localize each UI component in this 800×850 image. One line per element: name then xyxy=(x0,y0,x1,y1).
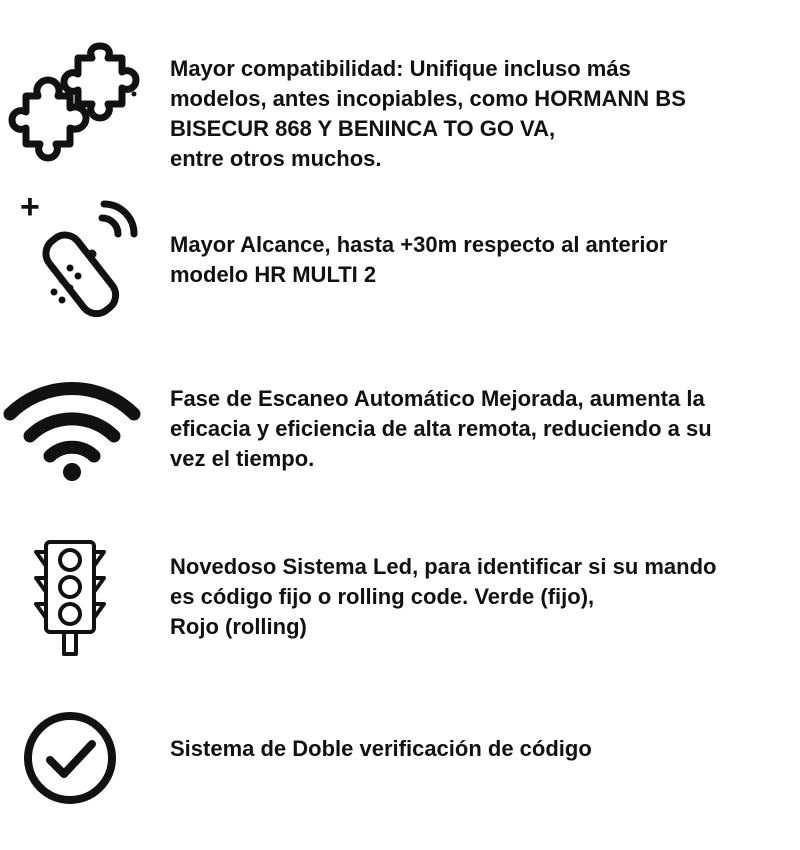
text-line: Mayor compatibilidad: Unifique incluso más xyxy=(170,56,631,81)
feature-verification xyxy=(0,700,800,820)
text-line: Rojo (rolling) xyxy=(170,614,307,639)
text-line: BISECUR 868 Y BENINCA TO GO VA, xyxy=(170,116,556,141)
text-line: modelo HR MULTI 2 xyxy=(170,262,377,287)
text-line: modelos, antes incopiables, como HORMANN BS xyxy=(170,86,686,111)
feature-led xyxy=(0,530,800,680)
traffic-light-icon xyxy=(30,538,110,658)
feature-range xyxy=(0,180,800,350)
check-circle-icon xyxy=(20,708,120,808)
feature-text xyxy=(170,384,712,474)
plus-text: + xyxy=(20,188,40,226)
text-line: eficacia y eficiencia de alta remota, reduciendo a su xyxy=(170,416,712,441)
text-line: entre otros muchos. xyxy=(170,146,382,171)
feature-text xyxy=(170,734,592,764)
feature-text xyxy=(170,552,716,642)
wifi-icon xyxy=(2,374,142,484)
feature-text xyxy=(170,230,667,290)
text-line: Fase de Escaneo Automático Mejorada, aumenta la xyxy=(170,386,705,411)
remote-control-plus-icon xyxy=(14,200,144,320)
feature-text xyxy=(170,54,686,174)
text-line: Mayor Alcance, hasta +30m respecto al anterior xyxy=(170,232,668,257)
text-line: Sistema de Doble verificación de código xyxy=(170,736,592,761)
text-line: es código fijo o rolling code. Verde (fijo), xyxy=(170,584,595,609)
puzzle-icon xyxy=(14,48,139,148)
text-line: vez el tiempo. xyxy=(170,446,315,471)
text-line: Novedoso Sistema Led, para identificar si su mando xyxy=(170,554,717,579)
feature-scan xyxy=(0,360,800,510)
feature-compatibility xyxy=(0,0,800,180)
